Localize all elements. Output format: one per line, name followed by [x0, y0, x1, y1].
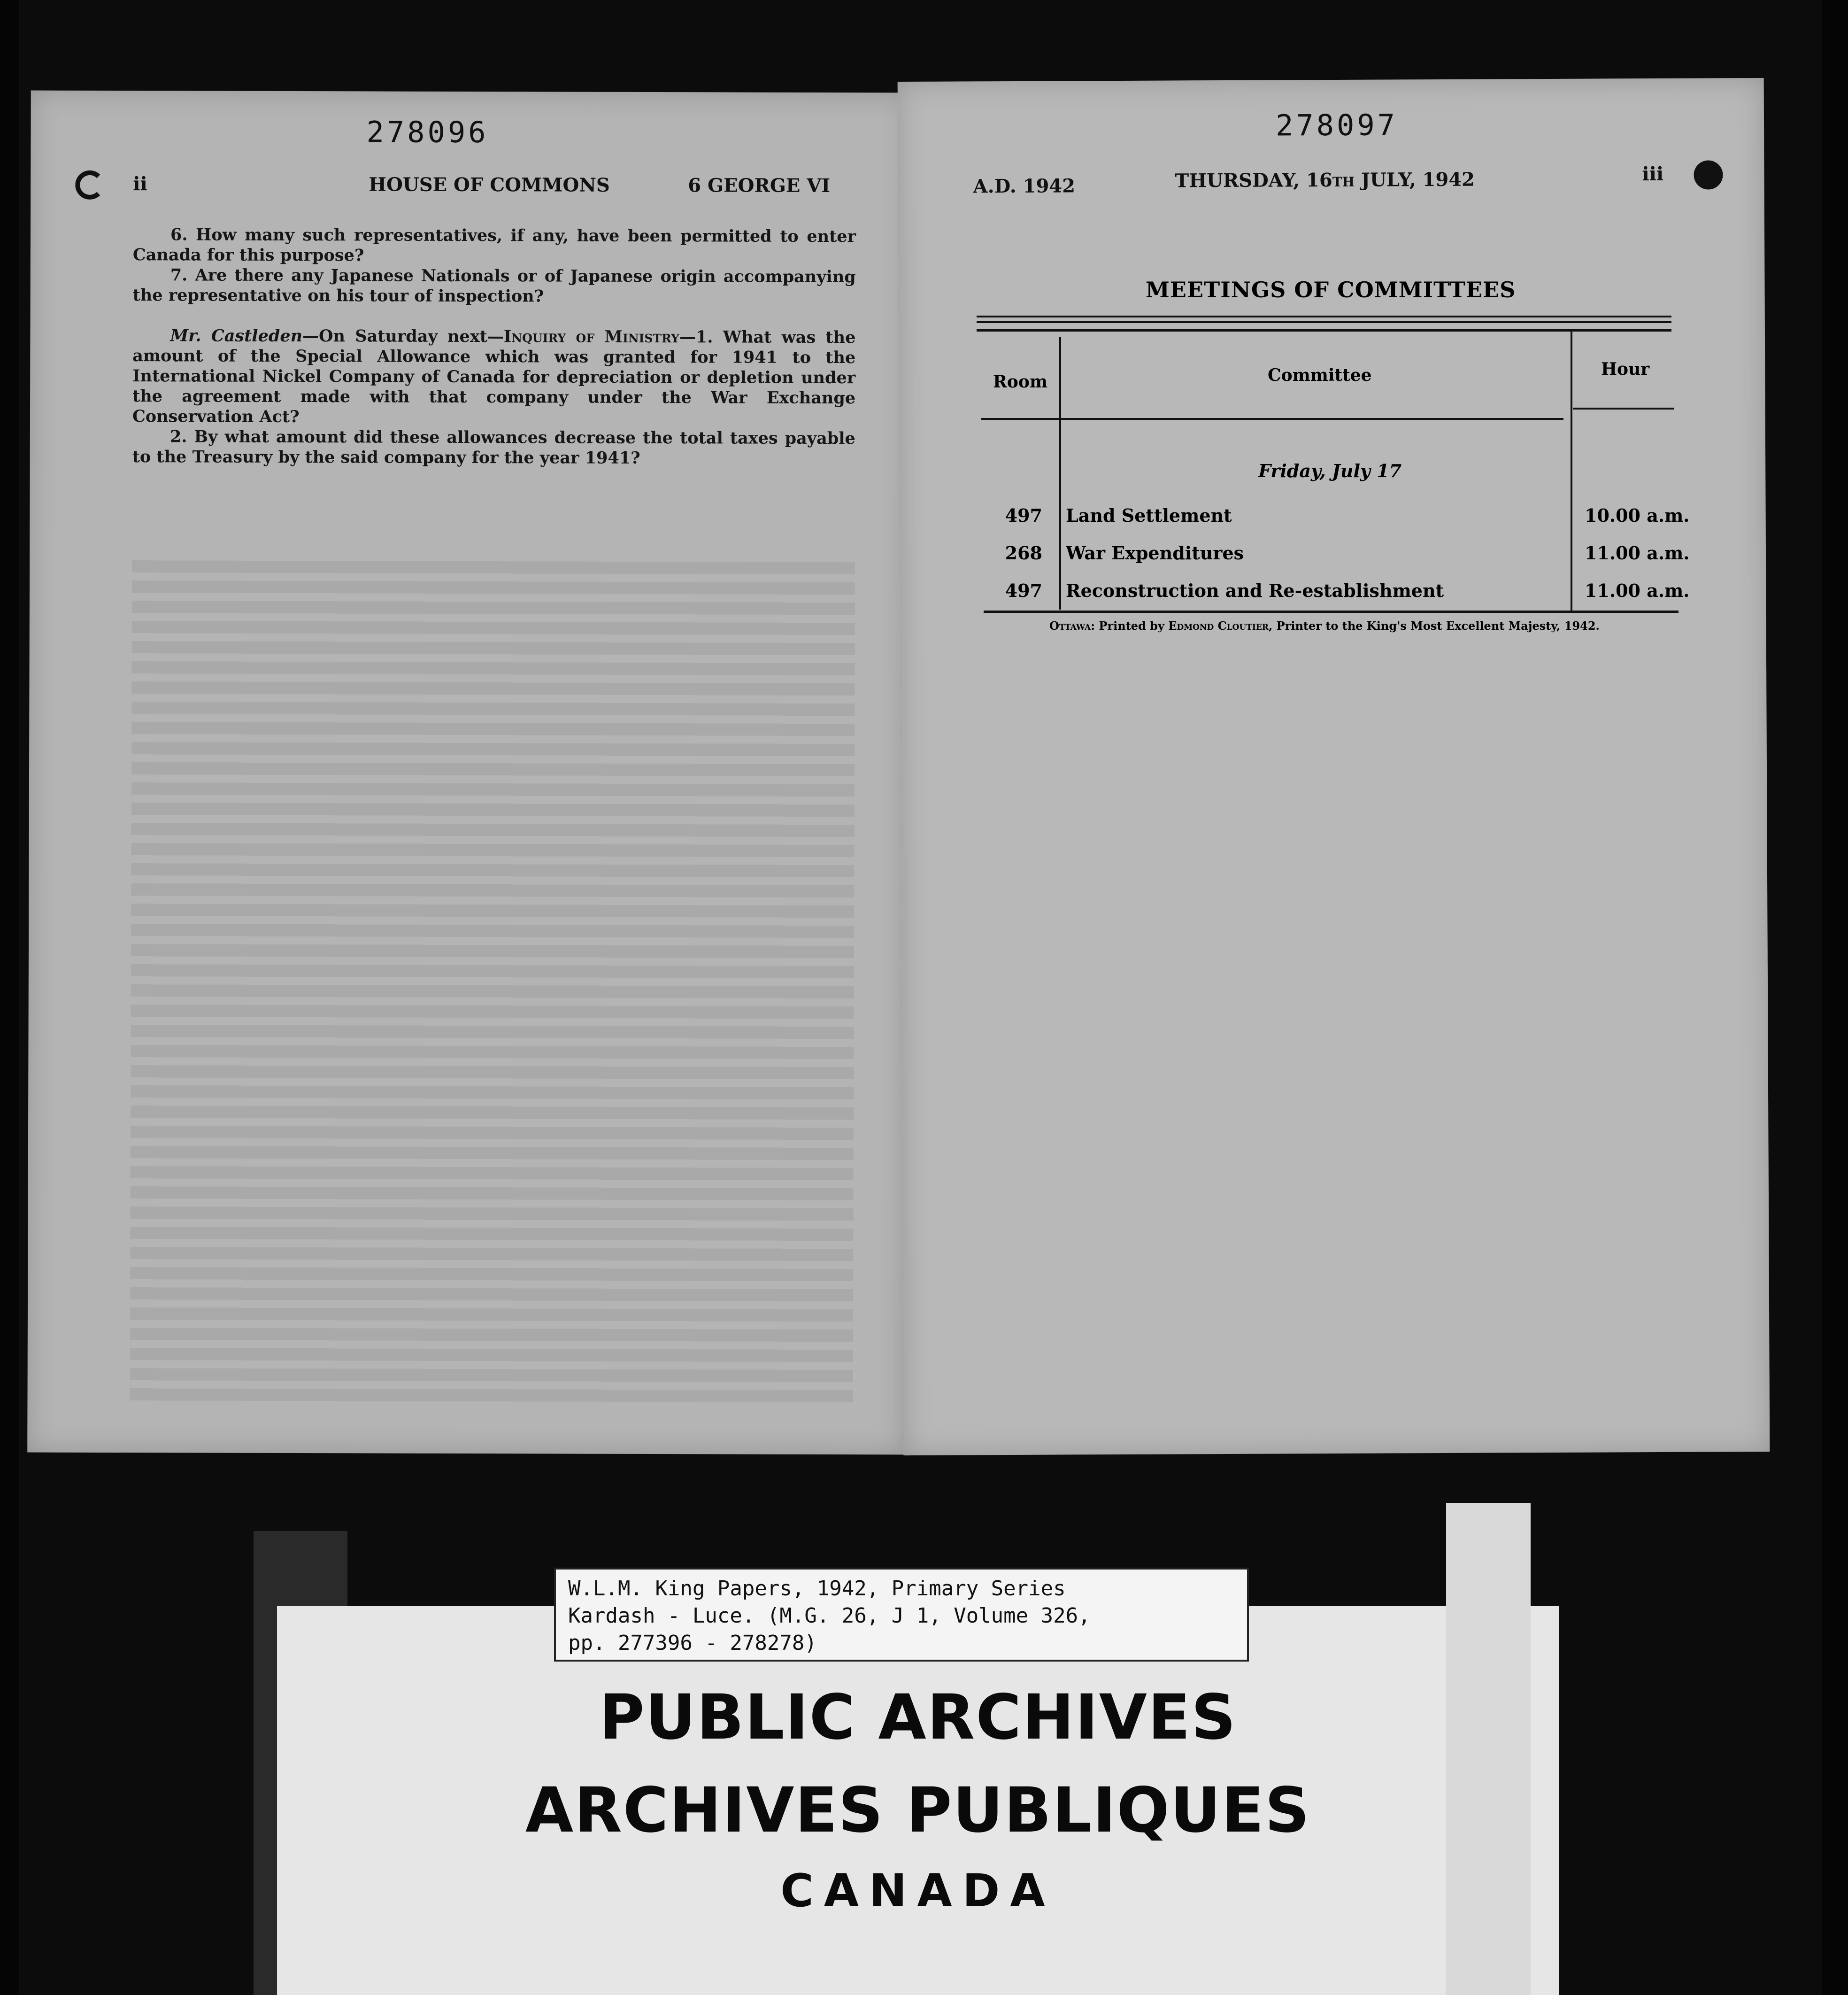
- left-stamp-number: 278096: [366, 115, 489, 150]
- label-line-3: pp. 277396 - 278278): [568, 1631, 817, 1655]
- column-header-hour: Hour: [1601, 359, 1650, 379]
- committee-name: Land Settlement: [1066, 505, 1589, 526]
- table-row: [977, 505, 1690, 533]
- room-number: 268: [1005, 542, 1042, 564]
- column-header-room: Room: [993, 372, 1048, 392]
- label-line-2: Kardash - Luce. (M.G. 26, J 1, Volume 326,: [568, 1604, 1091, 1628]
- committee-name: Reconstruction and Re-establishment: [1066, 580, 1589, 601]
- label-line-1: W.L.M. King Papers, 1942, Primary Series: [568, 1577, 1066, 1601]
- room-number: 497: [1005, 580, 1042, 601]
- question-7: 7. Are there any Japanese Nationals or of Japanese origin accompanying the representative on his tour of inspection?: [132, 265, 856, 306]
- left-running-head: HOUSE OF COMMONS: [369, 173, 610, 196]
- question-6: 6. How many such representatives, if any, have been permitted to enter Canada for this purpose?: [132, 225, 856, 265]
- table-top-rule: [977, 316, 1671, 317]
- film-right-edge: [1822, 0, 1848, 1995]
- left-page: [27, 91, 909, 1455]
- archives-line-country: CANADA: [780, 1864, 1055, 1917]
- archives-line-english: PUBLIC ARCHIVES: [599, 1681, 1237, 1754]
- hour-header-rule: [1573, 408, 1674, 410]
- member-name: Mr. Castleden: [170, 326, 303, 346]
- column-header-committee: Committee: [1268, 365, 1372, 385]
- room-number: 497: [1005, 505, 1042, 526]
- meeting-hour: 10.00 a.m.: [1585, 505, 1690, 526]
- right-stamp-number: 278097: [1275, 108, 1398, 143]
- meeting-hour: 11.00 a.m.: [1585, 580, 1690, 601]
- left-page-body: [132, 224, 856, 469]
- castleden-question-2: 2. By what amount did these allowances decrease the total taxes payable to the Treasury by the said company for the year 1941?: [132, 427, 855, 468]
- castleden-inquiry: [132, 325, 856, 428]
- punch-hole-icon: [75, 170, 104, 200]
- punch-hole-icon: [1694, 160, 1723, 189]
- inquiry-label: Inquiry of Ministry: [503, 327, 679, 347]
- castleden-question-1: —1. What was the amount of the Special Allowance which was granted for 1941 to the International Nickel Company of Canada for depreciation or depletion under the agreement made with that company under the War Exchange Conservation Act?: [132, 327, 856, 427]
- castleden-lead: —On Saturday next—: [302, 326, 504, 347]
- printer-imprint: Ottawa: Printed by Edmond Cloutier, Printer to the King's Most Excellent Majesty, 1942.: [1049, 619, 1600, 633]
- committees-title: MEETINGS OF COMMITTEES: [1146, 277, 1516, 302]
- day-heading: Friday, July 17: [1258, 460, 1402, 481]
- film-left-edge: [0, 0, 19, 1995]
- table-top-rule-3: [977, 329, 1671, 332]
- meeting-hour: 11.00 a.m.: [1585, 542, 1690, 564]
- sitting-date: THURSDAY, 16TH JULY, 1942: [1175, 168, 1475, 192]
- left-page-numeral: ii: [133, 173, 147, 195]
- table-top-rule-2: [977, 321, 1671, 323]
- year-label: A.D. 1942: [973, 175, 1076, 198]
- header-bottom-rule: [981, 418, 1563, 420]
- right-page-numeral: iii: [1642, 162, 1664, 186]
- committee-name: War Expenditures: [1066, 542, 1589, 564]
- collection-label: [554, 1568, 1249, 1662]
- table-row: [977, 580, 1690, 608]
- table-bottom-rule: [984, 611, 1679, 613]
- show-through-text: [130, 560, 855, 1407]
- left-running-head-right: 6 GEORGE VI: [688, 174, 831, 197]
- archives-line-french: ARCHIVES PUBLIQUES: [525, 1774, 1310, 1847]
- table-row: [977, 542, 1690, 571]
